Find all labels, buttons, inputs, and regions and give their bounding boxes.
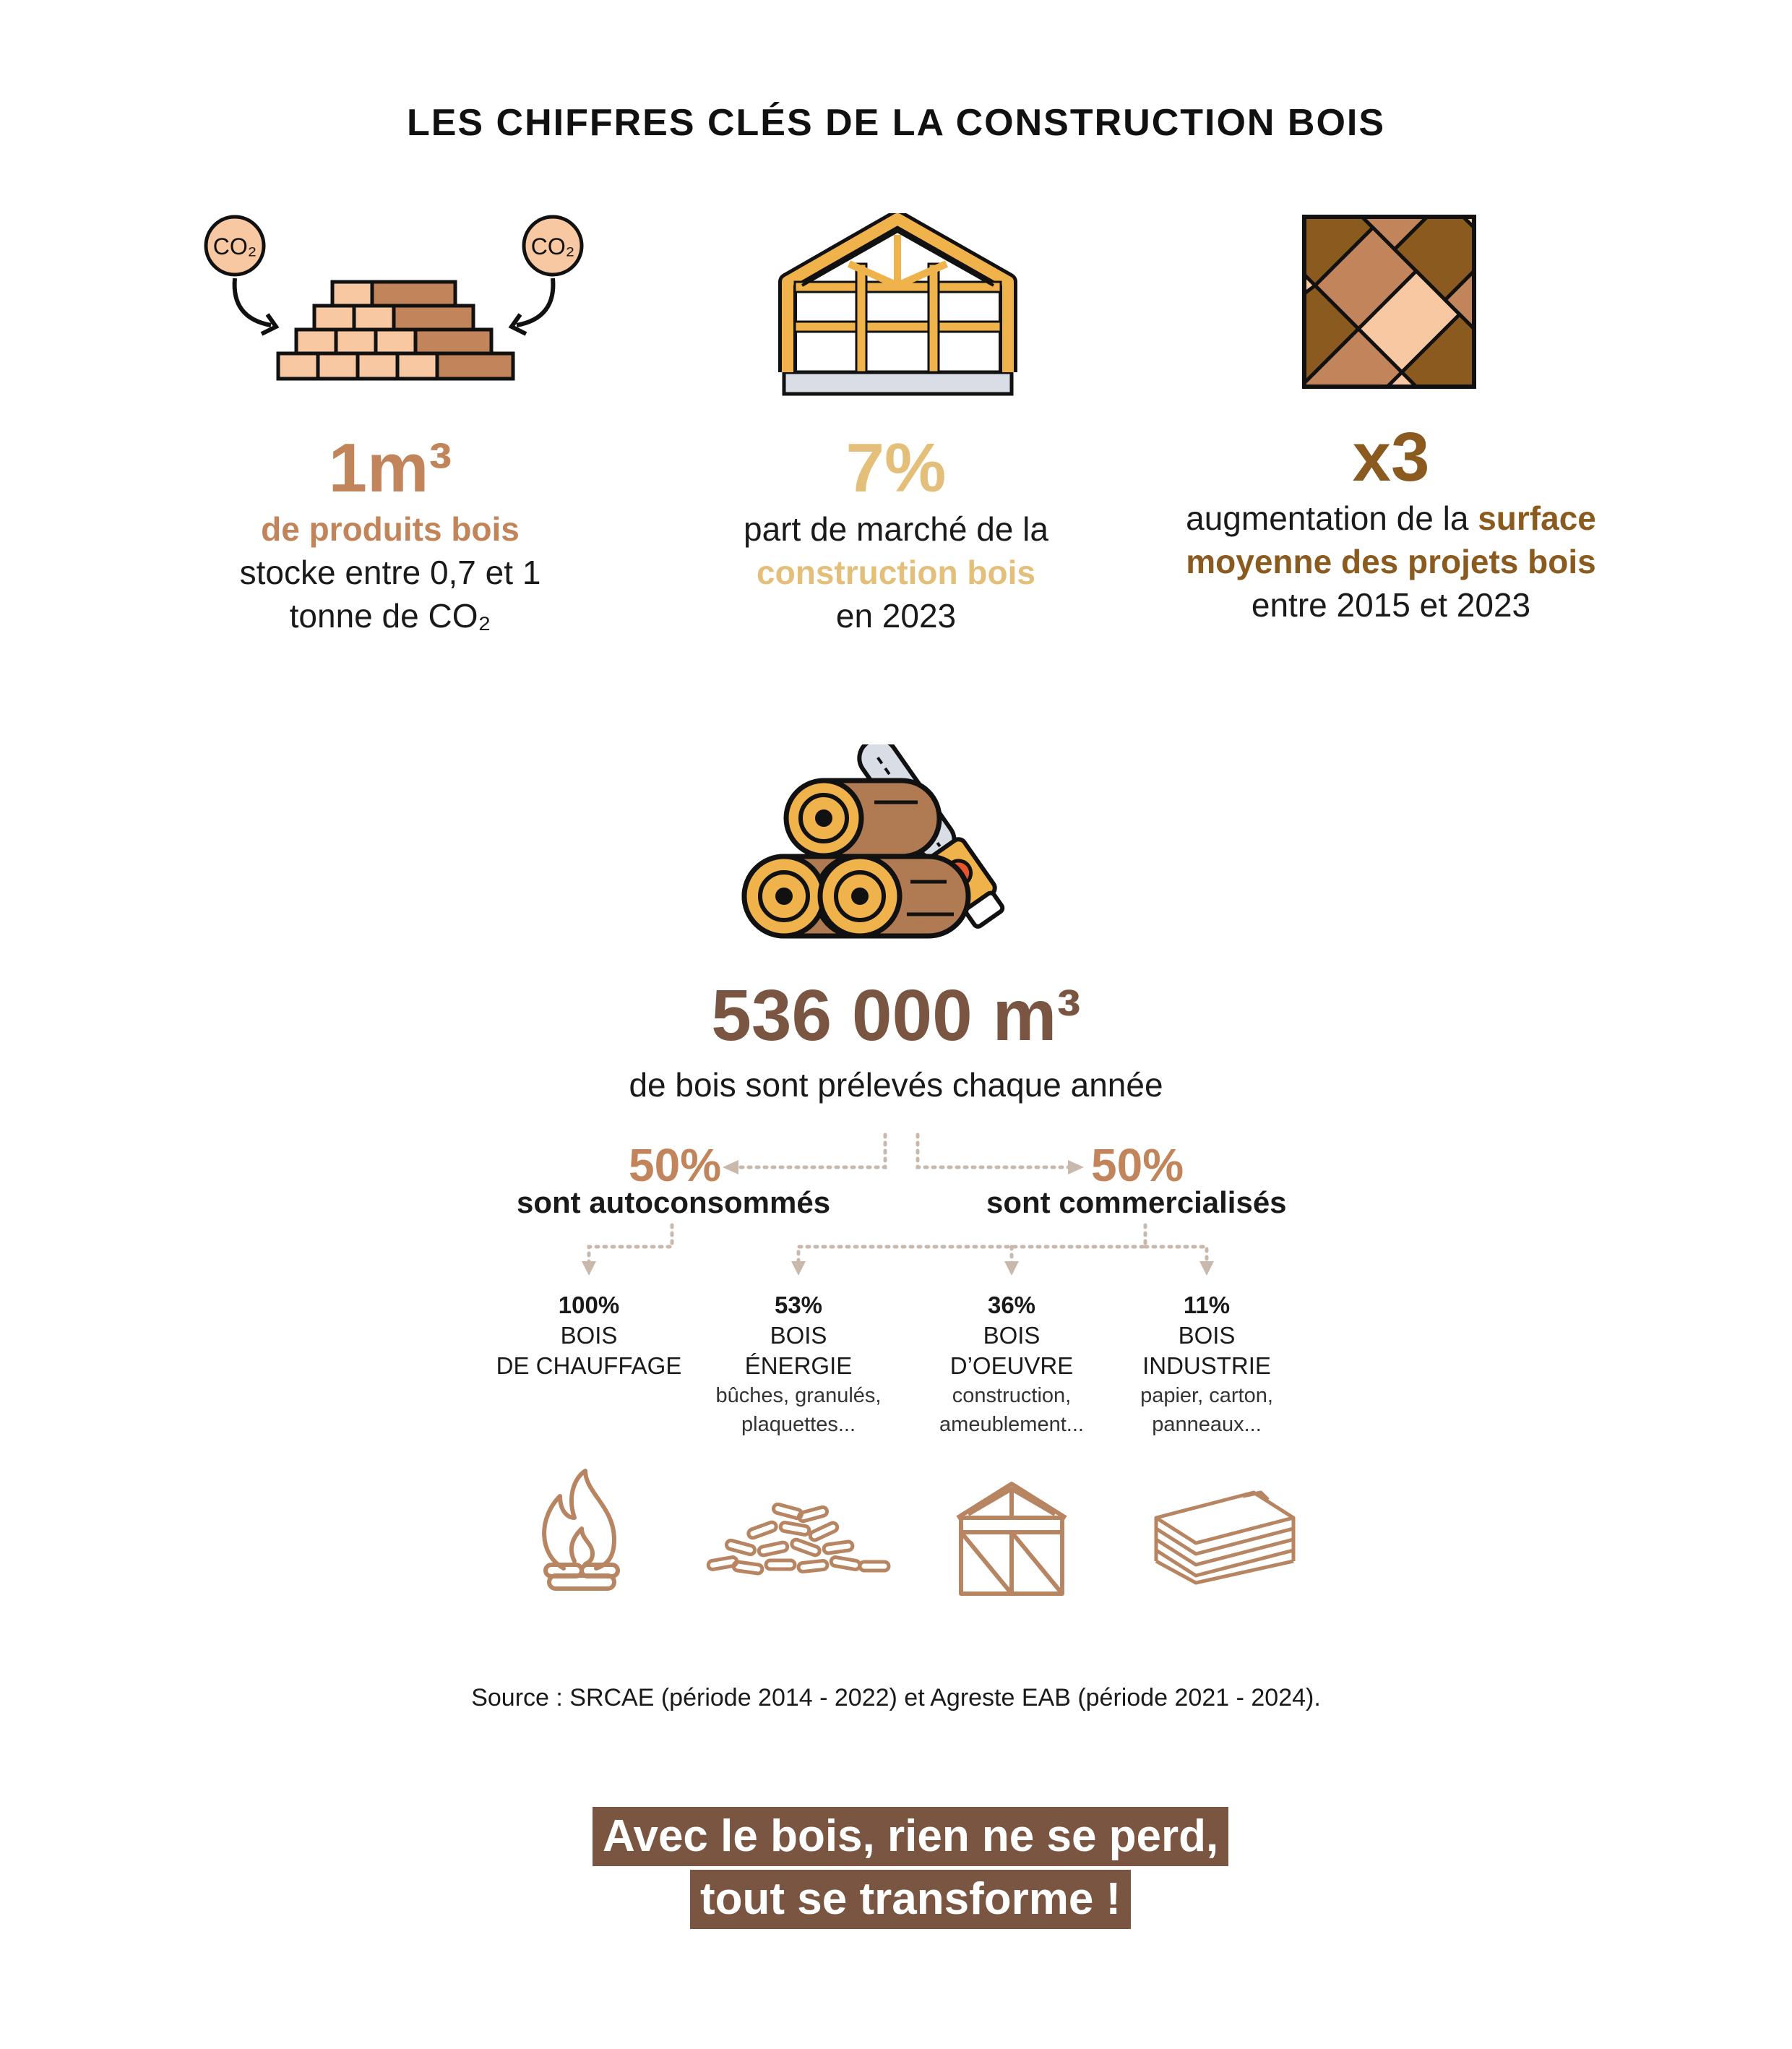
category-name1: BOIS (770, 1322, 827, 1349)
category-name2: INDUSTRIE (1142, 1352, 1271, 1379)
stat-surface-line1b: surface (1478, 499, 1596, 537)
banner-line1: Avec le bois, rien ne se perd, (593, 1807, 1228, 1866)
logs-chainsaw-icon (730, 744, 1077, 954)
category-chauffage (481, 1290, 697, 1381)
stat-surface-line1a: augmentation de la (1186, 499, 1478, 537)
source-note: Source : SRCAE (période 2014 - 2022) et Agreste EAB (période 2021 - 2024). (471, 1684, 1321, 1711)
category-energie (690, 1290, 907, 1439)
stat-co2-line1: de produits bois (261, 510, 520, 548)
stat-market-line3: en 2023 (835, 597, 957, 635)
category-oeuvre (903, 1290, 1120, 1439)
split-right-pct: 50% (1091, 1139, 1184, 1191)
category-sub1: construction, (952, 1384, 1072, 1407)
parquet-icon (1301, 213, 1478, 390)
harvest-block (0, 975, 1792, 1107)
stat-surface-value: x3 (1352, 418, 1430, 496)
stat-market (715, 429, 1077, 637)
co2-label-left: CO₂ (212, 233, 257, 259)
split-arrows (0, 1127, 1792, 1294)
category-name2: ÉNERGIE (744, 1352, 853, 1379)
category-sub1: bûches, granulés, (715, 1384, 882, 1407)
category-name1: BOIS (560, 1322, 618, 1349)
category-pct: 36% (987, 1292, 1036, 1318)
paper-stack-icon (1153, 1489, 1297, 1586)
category-name2: DE CHAUFFAGE (496, 1352, 682, 1379)
stat-surface-line2: moyenne des projets bois (1186, 543, 1596, 580)
pellets-icon (705, 1500, 892, 1579)
category-sub2: plaquettes... (741, 1413, 856, 1436)
stat-surface (1156, 418, 1626, 627)
category-pct: 100% (558, 1292, 620, 1318)
split-left-label: sont autoconsommés (517, 1185, 831, 1219)
co2-label-right: CO₂ (530, 233, 575, 259)
split-right-label: sont commercialisés (986, 1185, 1287, 1219)
stat-co2-value: 1m³ (328, 429, 452, 507)
banner-line2: tout se transforme ! (690, 1870, 1131, 1929)
stat-co2-line3: tonne de CO₂ (289, 597, 491, 635)
stat-co2-line2: stocke entre 0,7 et 1 (239, 554, 541, 591)
split-left-pct: 50% (629, 1139, 722, 1191)
category-pct: 11% (1183, 1292, 1231, 1318)
category-industrie (1098, 1290, 1315, 1439)
category-pct: 53% (774, 1292, 823, 1318)
house-frame-icon (777, 213, 1019, 401)
category-name2: D’OEUVRE (949, 1352, 1074, 1379)
page-title: LES CHIFFRES CLÉS DE LA CONSTRUCTION BOIS (406, 102, 1386, 144)
category-sub2: ameublement... (939, 1413, 1084, 1436)
category-sub1: papier, carton, (1140, 1384, 1273, 1407)
stat-co2 (210, 429, 571, 637)
fire-icon (535, 1467, 629, 1597)
stat-market-line2: construction bois (757, 554, 1035, 591)
harvest-label: de bois sont prélevés chaque année (629, 1066, 1163, 1104)
wood-frame-icon (954, 1478, 1069, 1597)
category-sub2: panneaux... (1152, 1413, 1262, 1436)
stat-market-line1: part de marché de la (744, 510, 1048, 548)
bricks-co2-icon (195, 210, 600, 398)
category-name1: BOIS (983, 1322, 1041, 1349)
stat-surface-line3: entre 2015 et 2023 (1251, 586, 1531, 624)
harvest-value: 536 000 m³ (711, 975, 1081, 1056)
stat-market-value: 7% (845, 429, 947, 507)
category-name1: BOIS (1178, 1322, 1236, 1349)
